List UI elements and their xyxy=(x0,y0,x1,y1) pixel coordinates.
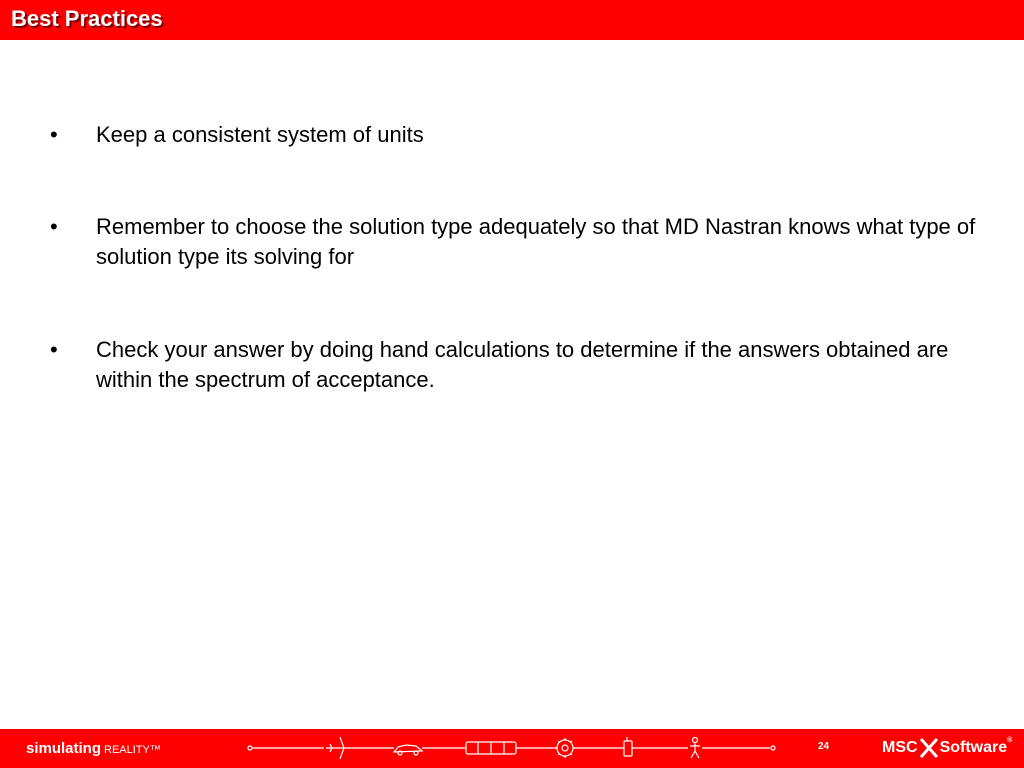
logo-x-icon xyxy=(919,737,939,759)
airplane-icon xyxy=(326,737,356,759)
footer-bar xyxy=(0,729,1024,768)
gear-icon xyxy=(555,738,575,758)
car-icon xyxy=(394,745,422,755)
phone-icon xyxy=(624,737,632,756)
logo-registered-mark: ® xyxy=(1007,737,1013,744)
bullet-text: Keep a consistent system of units xyxy=(96,122,424,147)
bullet-marker: • xyxy=(50,122,58,147)
bullet-marker: • xyxy=(50,214,58,239)
page-title: Best Practices xyxy=(11,6,163,31)
person-icon xyxy=(690,738,700,759)
title-bar xyxy=(0,0,1024,40)
line-start-dot xyxy=(248,746,252,750)
bullet-text: Check your answer by doing hand calculations to determine if the answers obtained are within the spectrum of acceptance. xyxy=(96,337,949,392)
msc-software-logo xyxy=(882,737,1012,759)
line-end-dot xyxy=(771,746,775,750)
footer-icon-strip xyxy=(244,735,780,761)
footer-reality: REALITY™ xyxy=(104,744,161,756)
bullet-text: Remember to choose the solution type adequately so that MD Nastran knows what type of solution type its solving for xyxy=(96,214,976,269)
logo-msc: MSC xyxy=(882,739,918,757)
footer-tagline xyxy=(26,740,161,758)
train-icon xyxy=(466,742,516,754)
bullet-marker: • xyxy=(50,337,58,362)
page-number: 24 xyxy=(818,741,830,752)
footer-brand: simulating xyxy=(26,740,102,757)
logo-software: Software xyxy=(939,739,1008,757)
